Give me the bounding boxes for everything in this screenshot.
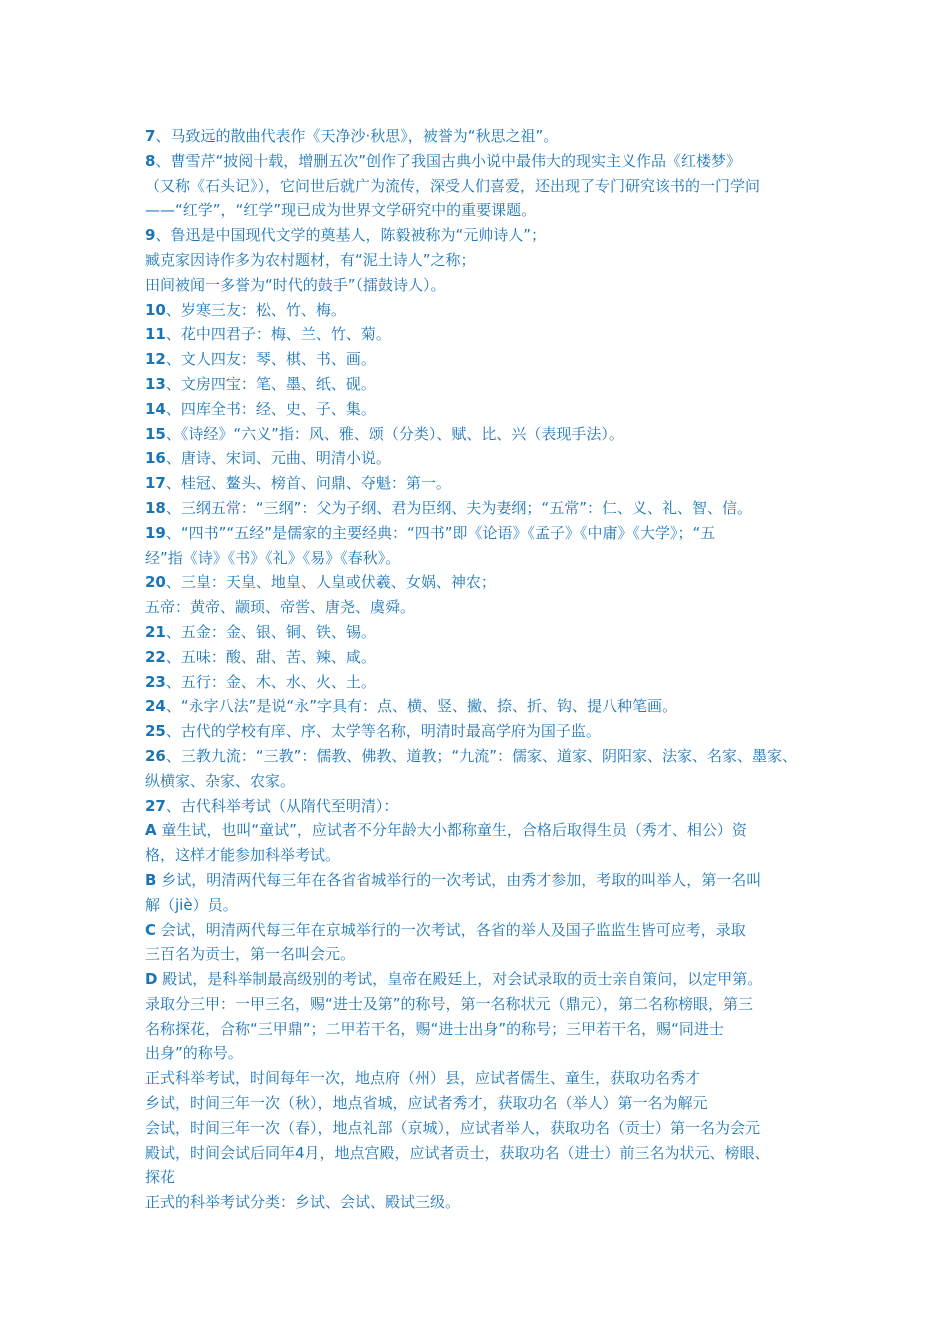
item-number: 18	[145, 498, 166, 517]
line-text: 殿试，时间会试后同年4月，地点宫殿，应试者贡士，获取功名（进士）前三名为状元、榜眼、	[145, 1143, 770, 1162]
item-number: D	[145, 970, 158, 989]
text-line	[145, 1066, 825, 1091]
text-line	[145, 347, 825, 372]
item-number: 22	[145, 647, 166, 666]
line-text: 探花	[145, 1168, 176, 1187]
item-number: B	[145, 870, 157, 889]
item-number: 19	[145, 523, 166, 542]
text-line	[145, 670, 825, 695]
text-line	[145, 446, 825, 471]
text-line	[145, 298, 825, 323]
line-text: 、唐诗、宋词、元曲、明清小说。	[165, 449, 391, 468]
item-number: 10	[145, 300, 166, 319]
text-line	[145, 1165, 825, 1190]
item-number: 17	[145, 474, 166, 493]
text-line	[145, 1041, 825, 1066]
text-line	[145, 744, 825, 769]
text-line	[145, 769, 825, 794]
line-text: 、“永字八法”是说“永”字具有：点、横、竖、撇、捺、折、钩、提八种笔画。	[165, 697, 677, 716]
text-line	[145, 174, 825, 199]
text-line	[145, 794, 825, 819]
text-line	[145, 843, 825, 868]
line-text: 殿试，是科举制最高级别的考试，皇帝在殿廷上，对会试录取的贡士亲自策问，以定甲第。	[157, 970, 763, 989]
text-line	[145, 124, 825, 149]
line-text: 三百名为贡士，第一名叫会元。	[145, 945, 356, 964]
line-text: 、五金：金、银、铜、铁、锡。	[165, 622, 376, 641]
line-text: 童生试，也叫“童试”，应试者不分年龄大小都称童生，合格后取得生员（秀才、相公）资	[156, 821, 747, 840]
item-number: 23	[145, 672, 166, 691]
text-line	[145, 694, 825, 719]
line-text: 、古代科举考试（从隋代至明清）：	[165, 796, 399, 815]
text-line	[145, 471, 825, 496]
text-line	[145, 149, 825, 174]
line-text: ——“红学”，“红学”现已成为世界文学研究中的重要课题。	[145, 201, 537, 220]
line-text: 、岁寒三友：松、竹、梅。	[165, 300, 346, 319]
line-text: 格，这样才能参加科举考试。	[145, 846, 341, 865]
text-line	[145, 223, 825, 248]
item-number: 9	[145, 226, 156, 245]
line-text: 会试，时间三年一次（春），地点礼部（京城），应试者举人，获取功名（贡士）第一名为会元	[145, 1118, 761, 1137]
text-line	[145, 893, 825, 918]
item-number: 8	[145, 151, 156, 170]
line-text: 、三纲五常：“三纲”：父为子纲、君为臣纲、夫为妻纲；“五常”：仁、义、礼、智、信。	[165, 498, 752, 517]
line-text: 、桂冠、鳌头、榜首、问鼎、夺魁：第一。	[165, 474, 451, 493]
item-number: 26	[145, 746, 166, 765]
line-text: 、三皇：天皇、地皇、人皇或伏羲、女娲、神农；	[165, 573, 496, 592]
line-text: （又称《石头记》），它问世后就广为流传，深受人们喜爱，还出现了专门研究该书的一门学问	[145, 176, 761, 195]
item-number: 24	[145, 697, 166, 716]
line-text: 纵横家、杂家、农家。	[145, 771, 296, 790]
item-number: 7	[145, 127, 156, 145]
line-text: 会试，明清两代每三年在京城举行的一次考试，各省的举人及国子监监生皆可应考，录取	[156, 920, 746, 939]
line-text: 乡试，明清两代每三年在各省省城举行的一次考试，由秀才参加，考取的叫举人，第一名叫	[156, 870, 762, 889]
item-number: 15	[145, 424, 166, 443]
item-number: 27	[145, 796, 166, 815]
text-line	[145, 372, 825, 397]
line-text: 田间被闻一多誉为“时代的鼓手”（擂鼓诗人）。	[145, 275, 446, 294]
text-line	[145, 595, 825, 620]
text-line	[145, 868, 825, 893]
line-text: 、四库全书：经、史、子、集。	[165, 399, 376, 418]
line-text: 、五行：金、木、水、火、土。	[165, 672, 376, 691]
text-line	[145, 1141, 825, 1166]
text-line	[145, 496, 825, 521]
text-line	[145, 1116, 825, 1141]
line-text: 、《诗经》“六义”指：风、雅、颂（分类）、赋、比、兴（表现手法）。	[165, 424, 624, 443]
line-text: 五帝：黄帝、颛顼、帝喾、唐尧、虞舜。	[145, 598, 416, 617]
line-text: 、文人四友：琴、棋、书、画。	[165, 350, 376, 369]
line-text: 、鲁迅是中国现代文学的奠基人，陈毅被称为“元帅诗人”；	[155, 226, 546, 245]
text-line	[145, 918, 825, 943]
line-text: 经”指《诗》《书》《礼》《易》《春秋》。	[145, 548, 401, 567]
line-text: 、五味：酸、甜、苦、辣、咸。	[165, 647, 376, 666]
text-line	[145, 397, 825, 422]
line-text: 解（jiè）员。	[145, 895, 238, 914]
line-text: 出身”的称号。	[145, 1044, 243, 1063]
line-text: 录取分三甲：一甲三名，赐“进士及第”的称号，第一名称状元（鼎元），第二名称榜眼，第三	[145, 994, 754, 1013]
line-text: 乡试，时间三年一次（秋），地点省城，应试者秀才，获取功名（举人）第一名为解元	[145, 1094, 708, 1113]
text-line	[145, 620, 825, 645]
item-number: 13	[145, 374, 166, 393]
text-line	[145, 273, 825, 298]
line-text: 正式科举考试，时间每年一次，地点府（州）县，应试者儒生、童生，获取功名秀才	[145, 1069, 701, 1088]
line-text: 、三教九流：“三教”：儒教、佛教、道教；“九流”：儒家、道家、阴阳家、法家、名家、墨家、	[165, 746, 797, 765]
text-line	[145, 942, 825, 967]
line-text: 、花中四君子：梅、兰、竹、菊。	[165, 325, 391, 344]
line-text: 正式的科举考试分类：乡试、会试、殿试三级。	[145, 1193, 461, 1212]
line-text: 臧克家因诗作多为农村题材，有“泥土诗人”之称；	[145, 250, 476, 269]
text-line	[145, 645, 825, 670]
item-number: 11	[145, 325, 166, 344]
text-line	[145, 1017, 825, 1042]
text-line	[145, 719, 825, 744]
text-line	[145, 818, 825, 843]
text-line	[145, 967, 825, 992]
line-text: 、文房四宝：笔、墨、纸、砚。	[165, 374, 376, 393]
item-number: 16	[145, 449, 166, 468]
line-text: 名称探花，合称“三甲鼎”；二甲若干名，赐“进士出身”的称号；三甲若干名，赐“同进士	[145, 1019, 724, 1038]
text-line	[145, 992, 825, 1017]
item-number: A	[145, 821, 157, 840]
text-line	[145, 198, 825, 223]
item-number: 12	[145, 350, 166, 369]
text-line	[145, 1190, 825, 1215]
item-number: C	[145, 920, 157, 939]
document-body	[145, 124, 825, 1215]
line-text: 、“四书”“五经”是儒家的主要经典：“四书”即《论语》《孟子》《中庸》《大学》；“五	[165, 523, 716, 542]
line-text: 、曹雪芹“披阅十载，增删五次”创作了我国古典小说中最伟大的现实主义作品《红楼梦》	[155, 151, 741, 170]
item-number: 21	[145, 622, 166, 641]
text-line	[145, 322, 825, 347]
line-text: 、古代的学校有庠、序、太学等名称，明清时最高学府为国子监。	[165, 722, 601, 741]
item-number: 25	[145, 722, 166, 741]
text-line	[145, 546, 825, 571]
text-line	[145, 521, 825, 546]
text-line	[145, 1091, 825, 1116]
text-line	[145, 570, 825, 595]
text-line	[145, 422, 825, 447]
item-number: 14	[145, 399, 166, 418]
text-line	[145, 248, 825, 273]
item-number: 20	[145, 573, 166, 592]
line-text: 、马致远的散曲代表作《天净沙·秋思》，被誉为“秋思之祖”。	[155, 127, 559, 145]
